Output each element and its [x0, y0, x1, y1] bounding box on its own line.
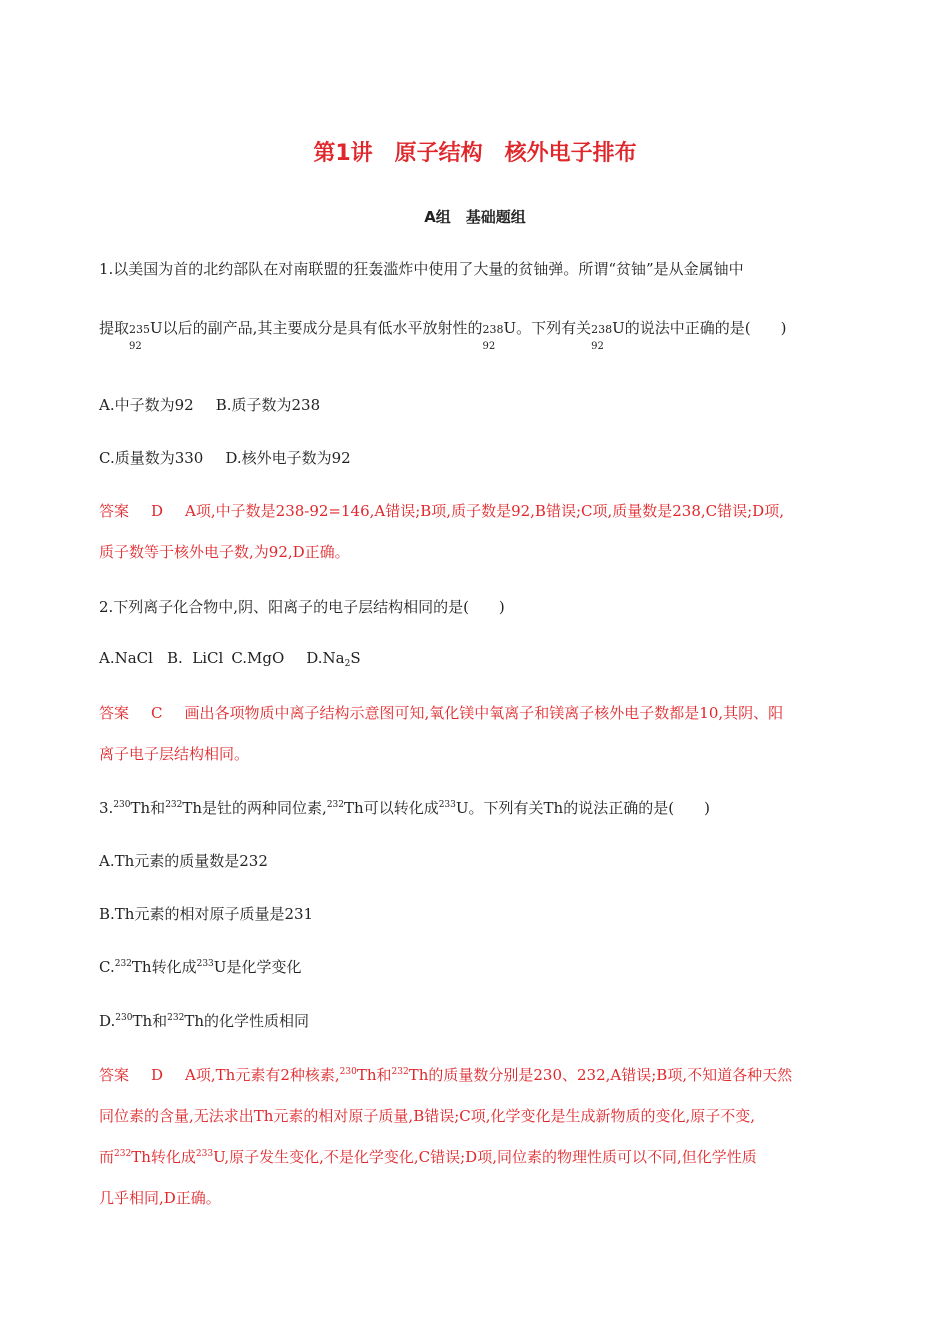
element-symbol: U	[503, 319, 517, 337]
q1-answer-line1	[99, 500, 784, 521]
section-heading: A组 基础题组	[424, 208, 526, 226]
q3-answer-line4: 几乎相同,D正确。	[99, 1189, 221, 1207]
q2-answer-line2: 离子电子层结构相同。	[99, 745, 250, 763]
atomic-number: 92	[591, 341, 604, 352]
q3-answer-line2: 同位素的含量,无法求出Th元素的相对原子质量,B错误;C项,化学变化是生成新物质的变化,原子不变,	[99, 1107, 756, 1125]
q1-option-c: C.质量数为330	[99, 449, 204, 467]
mass-number: 238	[482, 323, 504, 336]
q3-answer-line3: 而$^{232}$Th转化成$^{233}$U,原子发生变化,不是化学变化,C错误;D项,同位素的物理性质可以不同,但化学性质	[99, 1148, 757, 1166]
q1-answer-line2: 质子数等于核外电子数,为92,D正确。	[99, 543, 350, 561]
atomic-number: 92	[129, 341, 142, 352]
answer-key: C	[151, 704, 163, 722]
nuclide-u238-b	[591, 319, 625, 352]
nuclide-u238	[482, 319, 517, 352]
q1-text-3: 。下列有关	[516, 319, 592, 337]
answer-label: 答案	[99, 1066, 130, 1084]
q1-text-4: 的说法中正确的是( )	[624, 319, 787, 337]
q1-option-d: D.核外电子数为92	[225, 449, 351, 467]
q1-option-b: B.质子数为238	[215, 396, 321, 414]
answer-label: 答案	[99, 502, 130, 520]
nuclide-u235	[129, 319, 163, 352]
q2-option-b: B. LiCl	[166, 649, 224, 667]
answer-explanation: 画出各项物质中离子结构示意图可知,氧化镁中氧离子和镁离子核外电子数都是10,其阴、阳	[184, 704, 784, 722]
answer-label: 答案	[99, 704, 130, 722]
q1-stem-line2	[99, 317, 787, 352]
q3-option-a: A.Th元素的质量数是232	[99, 852, 268, 870]
q1-stem-line1: 1.以美国为首的北约部队在对南联盟的狂轰滥炸中使用了大量的贫铀弹。所谓“贫铀”是从金属铀中	[99, 260, 744, 278]
answer-key: D	[151, 1066, 164, 1084]
q1-text-2: 以后的副产品,其主要成分是具有低水平放射性的	[162, 319, 483, 337]
atomic-number: 92	[482, 341, 496, 352]
element-symbol: U	[150, 319, 163, 337]
q1-options-cd	[99, 447, 351, 468]
q1-option-a: A.中子数为92	[99, 396, 194, 414]
mass-number: 232	[165, 800, 183, 810]
answer-key: D	[151, 502, 164, 520]
q3-option-c: C.$^{232}$Th转化成$^{233}$U是化学变化	[99, 958, 302, 976]
q2-option-c: C.MgO	[231, 649, 285, 667]
q3-stem: 3.$^{230}$Th和$^{232}$Th是钍的两种同位素,$^{232}$Th可以转化成$^{233}$U。下列有关Th的说法正确的是( )	[99, 799, 710, 817]
mass-number: 235	[129, 323, 151, 336]
q1-options-ab	[99, 394, 320, 415]
q2-options	[99, 649, 361, 669]
element-symbol: U	[612, 319, 625, 337]
q3-option-d: D.$^{230}$Th和$^{232}$Th的化学性质相同	[99, 1012, 310, 1030]
q2-option-d: $D.Na_2S$	[306, 649, 361, 669]
answer-explanation: A项,中子数是238-92=146,A错误;B项,质子数是92,B错误;C项,质量数是238,C错误;D项,	[185, 502, 784, 520]
page-title: 第1讲 原子结构 核外电子排布	[313, 141, 637, 166]
q1-text-1: 提取	[99, 319, 130, 337]
q2-stem: 2.下列离子化合物中,阴、阳离子的电子层结构相同的是( )	[99, 598, 505, 616]
q2-answer-line1	[99, 702, 783, 723]
mass-number: 230	[113, 800, 131, 810]
mass-number: 238	[591, 323, 613, 336]
q3-option-b: B.Th元素的相对原子质量是231	[99, 905, 314, 923]
q3-answer-line1: 答案 D A项,Th元素有2种核素,$^{230}$Th和$^{232}$Th的质量数分别是230、232,A错误;B项,不知道各种天然	[99, 1066, 793, 1084]
q2-option-a: A.NaCl	[99, 649, 153, 667]
